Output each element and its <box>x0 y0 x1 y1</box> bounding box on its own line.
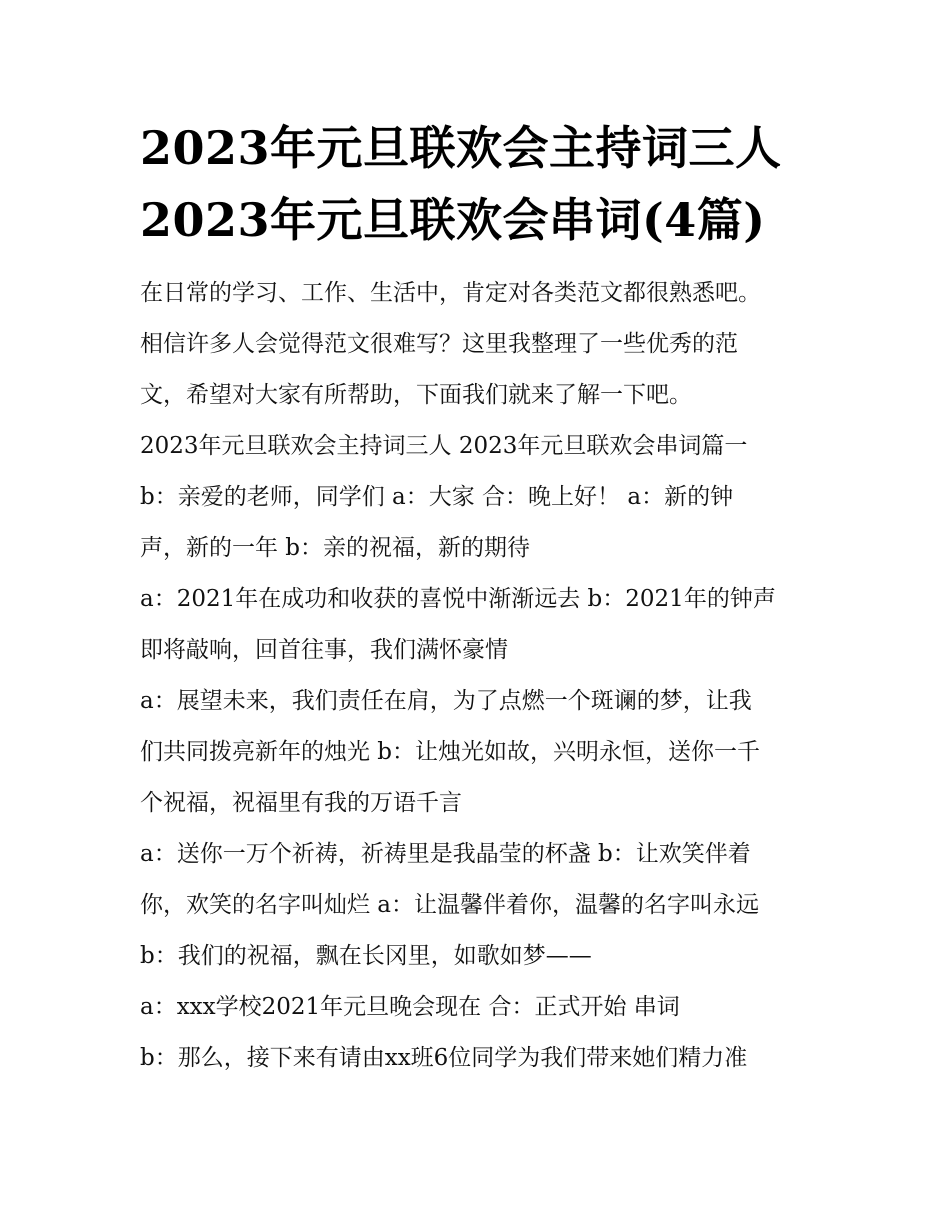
paragraph-dialogue <box>140 472 810 574</box>
paragraph-dialogue <box>140 1033 810 1084</box>
text-line: a：xxx学校2021年元旦晚会现在 合：正式开始 串词 <box>140 994 680 1020</box>
paragraph-dialogue <box>140 676 810 829</box>
text-line: 2023年元旦联欢会主持词三人 2023年元旦联欢会串词篇一 <box>140 433 748 459</box>
text-line: b：亲爱的老师，同学们 a：大家 合：晚上好！ a：新的钟 <box>140 484 734 510</box>
paragraph-intro <box>140 268 810 421</box>
title-line-2: 2023年元旦联欢会串词(4篇) <box>140 193 766 247</box>
document-title <box>140 112 810 256</box>
paragraph-dialogue <box>140 982 810 1033</box>
text-line: 你，欢笑的名字叫灿烂 a：让温馨伴着你，温馨的名字叫永远 <box>140 892 760 918</box>
text-line: 声，新的一年 b：亲的祝福，新的期待 <box>140 535 531 561</box>
text-line: 个祝福，祝福里有我的万语千言 <box>140 790 462 816</box>
text-line: 在日常的学习、工作、生活中，肯定对各类范文都很熟悉吧。 <box>140 280 761 306</box>
document-body <box>140 268 810 1084</box>
title-line-1: 2023年元旦联欢会主持词三人 <box>140 121 782 175</box>
text-line: a：展望未来，我们责任在肩，为了点燃一个斑谰的梦，让我 <box>140 688 752 714</box>
text-line: b：我们的祝福，飘在长冈里，如歌如梦—— <box>140 943 592 969</box>
text-line: 们共同拨亮新年的烛光 b：让烛光如故，兴明永恒，送你一千 <box>140 739 761 765</box>
text-line: a：送你一万个祈祷，祈祷里是我晶莹的杯盏 b：让欢笑伴着 <box>140 841 751 867</box>
text-line: b：那么，接下来有请由xx班6位同学为我们带来她们精力准 <box>140 1045 748 1071</box>
text-line: 相信许多人会觉得范文很难写？这里我整理了一些优秀的范 <box>140 331 738 357</box>
paragraph-dialogue <box>140 574 810 676</box>
paragraph-dialogue <box>140 829 810 982</box>
text-line: a：2021年在成功和收获的喜悦中渐渐远去 b：2021年的钟声 <box>140 586 776 612</box>
text-line: 文，希望对大家有所帮助，下面我们就来了解一下吧。 <box>140 382 692 408</box>
paragraph-section-heading <box>140 421 810 472</box>
text-line: 即将敲响，回首往事，我们满怀豪情 <box>140 637 508 663</box>
